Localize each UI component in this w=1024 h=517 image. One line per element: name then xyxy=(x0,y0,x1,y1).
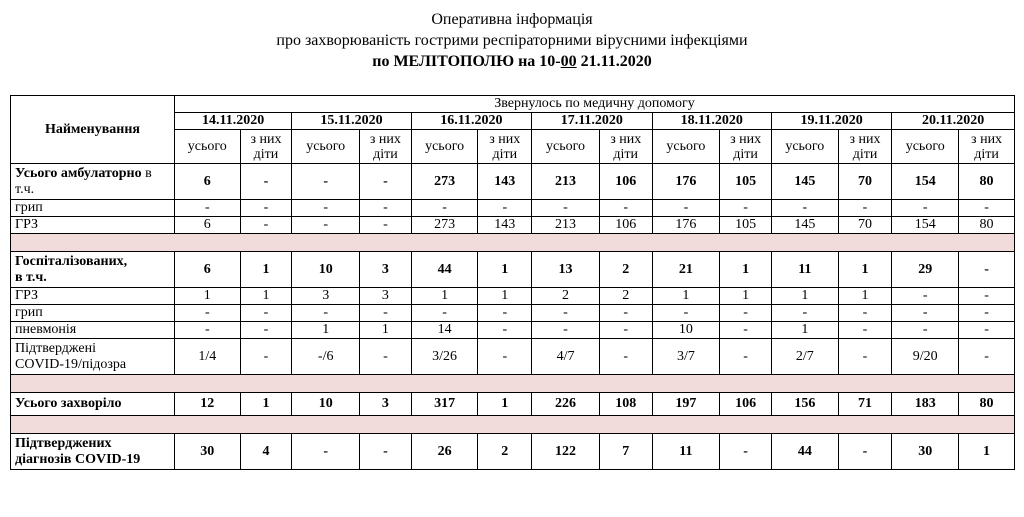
cell-total: - xyxy=(174,200,240,217)
cell-total: - xyxy=(411,200,478,217)
cell-children: 1 xyxy=(240,252,292,288)
cell-total: 6 xyxy=(174,164,240,200)
cell-children: - xyxy=(360,164,412,200)
cell-total: 226 xyxy=(532,393,600,416)
cell-children: 4 xyxy=(240,434,292,470)
row-label: Підтверджені COVID-19/підозра xyxy=(11,339,175,375)
cell-children: 1 xyxy=(240,288,292,305)
cell-children: 70 xyxy=(838,217,892,234)
row-label: Госпіталізованих, в т.ч. xyxy=(11,252,175,288)
cell-total: 145 xyxy=(771,164,838,200)
date-header: 18.11.2020 xyxy=(652,113,771,130)
cell-total: 44 xyxy=(411,252,478,288)
cell-children: - xyxy=(959,322,1015,339)
cell-total: - xyxy=(174,305,240,322)
sub-header-total: усього xyxy=(892,130,959,164)
title-line-3-hour: 00 xyxy=(560,53,577,70)
table-row-ari xyxy=(11,217,1015,234)
table-row-flu xyxy=(11,200,1015,217)
cell-children: - xyxy=(360,339,412,375)
sub-header-total: усього xyxy=(771,130,838,164)
cell-children: - xyxy=(838,434,892,470)
cell-children: 105 xyxy=(720,164,772,200)
cell-children: 2 xyxy=(599,252,652,288)
cell-children: - xyxy=(360,305,412,322)
cell-total: 3/7 xyxy=(652,339,720,375)
cell-total: - xyxy=(532,322,600,339)
cell-children: - xyxy=(959,252,1015,288)
cell-children: - xyxy=(240,322,292,339)
cell-children: 1 xyxy=(720,288,772,305)
cell-total: 2 xyxy=(532,288,600,305)
cell-children: - xyxy=(599,339,652,375)
cell-total: - xyxy=(771,200,838,217)
header-row-group xyxy=(11,96,1015,113)
cell-total: - xyxy=(292,200,360,217)
row-label: Усього амбулаторно в т.ч. xyxy=(11,164,175,200)
row-label: Усього захворіло xyxy=(11,393,175,416)
cell-children: 1 xyxy=(959,434,1015,470)
cell-total: 154 xyxy=(892,217,959,234)
cell-children: 106 xyxy=(599,164,652,200)
cell-total: - xyxy=(532,305,600,322)
cell-children: - xyxy=(599,305,652,322)
cell-children: 80 xyxy=(959,164,1015,200)
cell-total: 176 xyxy=(652,164,720,200)
cell-total: 1 xyxy=(174,288,240,305)
cell-total: 10 xyxy=(292,252,360,288)
date-header: 19.11.2020 xyxy=(771,113,891,130)
cell-total: 11 xyxy=(771,252,838,288)
cell-total: - xyxy=(174,322,240,339)
cell-children: 2 xyxy=(478,434,532,470)
cell-children: - xyxy=(478,339,532,375)
cell-children: - xyxy=(838,322,892,339)
cell-total: 13 xyxy=(532,252,600,288)
cell-total: - xyxy=(892,200,959,217)
cell-total: 11 xyxy=(652,434,720,470)
sub-header-total: усього xyxy=(174,130,240,164)
cell-total: 26 xyxy=(411,434,478,470)
cell-total: 10 xyxy=(652,322,720,339)
row-label: Підтверджених діагнозів COVID-19 xyxy=(11,434,175,470)
table-row-outpatient-total xyxy=(11,164,1015,200)
cell-total: 14 xyxy=(411,322,478,339)
table-row-hosp-ari xyxy=(11,288,1015,305)
report-title xyxy=(0,9,1024,72)
cell-children: - xyxy=(360,200,412,217)
cell-total: 183 xyxy=(892,393,959,416)
cell-children: 1 xyxy=(240,393,292,416)
cell-total: - xyxy=(771,305,838,322)
cell-children: 80 xyxy=(959,217,1015,234)
sub-header-children: з них діти xyxy=(838,130,892,164)
cell-total: 9/20 xyxy=(892,339,959,375)
cell-children: - xyxy=(240,339,292,375)
cell-total: -/6 xyxy=(292,339,360,375)
cell-children: - xyxy=(838,339,892,375)
cell-children: 3 xyxy=(360,393,412,416)
cell-total: 4/7 xyxy=(532,339,600,375)
cell-total: 6 xyxy=(174,217,240,234)
title-line-1: Оперативна інформація xyxy=(431,11,593,28)
row-label: грип xyxy=(11,305,175,322)
morbidity-table xyxy=(10,95,1015,470)
cell-total: - xyxy=(292,305,360,322)
cell-total: 2/7 xyxy=(771,339,838,375)
row-label: грип xyxy=(11,200,175,217)
cell-total: 10 xyxy=(292,393,360,416)
cell-total: 44 xyxy=(771,434,838,470)
sub-header-total: усього xyxy=(411,130,478,164)
date-header: 20.11.2020 xyxy=(892,113,1015,130)
cell-children: - xyxy=(240,305,292,322)
cell-total: 1 xyxy=(652,288,720,305)
cell-children: 143 xyxy=(478,164,532,200)
table-row-hosp-pneumonia xyxy=(11,322,1015,339)
cell-children: 1 xyxy=(478,252,532,288)
cell-total: 12 xyxy=(174,393,240,416)
cell-total: - xyxy=(292,434,360,470)
sub-header-children: з них діти xyxy=(240,130,292,164)
cell-children: - xyxy=(720,322,772,339)
column-header-group: Звернулось по медичну допомогу xyxy=(174,96,1014,113)
sub-header-total: усього xyxy=(292,130,360,164)
date-header: 16.11.2020 xyxy=(411,113,531,130)
cell-children: - xyxy=(360,434,412,470)
cell-children: - xyxy=(599,200,652,217)
row-label: ГРЗ xyxy=(11,217,175,234)
cell-children: 3 xyxy=(360,288,412,305)
cell-total: 30 xyxy=(174,434,240,470)
separator-cell xyxy=(11,234,1015,252)
cell-children: 80 xyxy=(959,393,1015,416)
cell-total: 213 xyxy=(532,164,600,200)
cell-total: 154 xyxy=(892,164,959,200)
separator-cell xyxy=(11,416,1015,434)
cell-total: 1 xyxy=(771,288,838,305)
cell-children: - xyxy=(720,200,772,217)
cell-total: - xyxy=(652,305,720,322)
cell-children: - xyxy=(360,217,412,234)
cell-children: - xyxy=(720,305,772,322)
cell-children: - xyxy=(959,339,1015,375)
cell-total: 1 xyxy=(292,322,360,339)
cell-total: 273 xyxy=(411,164,478,200)
cell-total: - xyxy=(532,200,600,217)
cell-children: 1 xyxy=(838,288,892,305)
cell-children: 71 xyxy=(838,393,892,416)
cell-children: - xyxy=(478,200,532,217)
cell-total: - xyxy=(411,305,478,322)
cell-children: 1 xyxy=(838,252,892,288)
table-row-confirmed-covid xyxy=(11,434,1015,470)
cell-children: - xyxy=(959,288,1015,305)
date-header: 15.11.2020 xyxy=(292,113,411,130)
sub-header-total: усього xyxy=(532,130,600,164)
cell-children: - xyxy=(240,217,292,234)
column-header-name: Найменування xyxy=(11,96,175,164)
cell-children: 108 xyxy=(599,393,652,416)
cell-total: 197 xyxy=(652,393,720,416)
sub-header-total: усього xyxy=(652,130,720,164)
cell-total: 273 xyxy=(411,217,478,234)
cell-total: 1 xyxy=(771,322,838,339)
cell-children: 2 xyxy=(599,288,652,305)
row-label: пневмонія xyxy=(11,322,175,339)
title-line-3-date: 21.11.2020 xyxy=(576,53,652,70)
title-line-3 xyxy=(0,51,1024,72)
cell-children: - xyxy=(720,339,772,375)
cell-total: 1 xyxy=(411,288,478,305)
cell-children: - xyxy=(478,305,532,322)
cell-total: 29 xyxy=(892,252,959,288)
cell-children: 105 xyxy=(720,217,772,234)
cell-children: - xyxy=(959,200,1015,217)
cell-children: - xyxy=(838,305,892,322)
separator-row xyxy=(11,416,1015,434)
cell-children: 70 xyxy=(838,164,892,200)
cell-total: 21 xyxy=(652,252,720,288)
cell-children: 1 xyxy=(478,288,532,305)
cell-children: 1 xyxy=(360,322,412,339)
cell-children: - xyxy=(478,322,532,339)
cell-total: 122 xyxy=(532,434,600,470)
cell-children: - xyxy=(959,305,1015,322)
cell-total: 145 xyxy=(771,217,838,234)
cell-total: 176 xyxy=(652,217,720,234)
separator-row xyxy=(11,375,1015,393)
cell-children: 1 xyxy=(720,252,772,288)
cell-total: 156 xyxy=(771,393,838,416)
sub-header-children: з них діти xyxy=(720,130,772,164)
cell-children: 106 xyxy=(599,217,652,234)
row-label: ГРЗ xyxy=(11,288,175,305)
sub-header-children: з них діти xyxy=(478,130,532,164)
table-row-hosp-flu xyxy=(11,305,1015,322)
cell-total: - xyxy=(892,288,959,305)
cell-children: 7 xyxy=(599,434,652,470)
cell-total: - xyxy=(292,217,360,234)
cell-total: - xyxy=(292,164,360,200)
date-header: 17.11.2020 xyxy=(532,113,652,130)
cell-total: - xyxy=(652,200,720,217)
cell-total: - xyxy=(892,305,959,322)
table-row-hospitalized-total xyxy=(11,252,1015,288)
sub-header-children: з них діти xyxy=(360,130,412,164)
table-row-total-sick xyxy=(11,393,1015,416)
cell-total: 1/4 xyxy=(174,339,240,375)
sub-header-children: з них діти xyxy=(599,130,652,164)
cell-children: - xyxy=(240,164,292,200)
title-line-3-prefix: по МЕЛІТОПОЛЮ на 10- xyxy=(372,53,561,70)
cell-children: 3 xyxy=(360,252,412,288)
cell-total: 30 xyxy=(892,434,959,470)
date-header: 14.11.2020 xyxy=(174,113,291,130)
cell-total: 3/26 xyxy=(411,339,478,375)
cell-total: 6 xyxy=(174,252,240,288)
cell-children: 106 xyxy=(720,393,772,416)
cell-children: 1 xyxy=(478,393,532,416)
cell-children: - xyxy=(240,200,292,217)
cell-total: 3 xyxy=(292,288,360,305)
sub-header-children: з них діти xyxy=(959,130,1015,164)
cell-children: - xyxy=(599,322,652,339)
cell-total: 317 xyxy=(411,393,478,416)
cell-children: - xyxy=(720,434,772,470)
cell-total: 213 xyxy=(532,217,600,234)
cell-children: 143 xyxy=(478,217,532,234)
cell-children: - xyxy=(838,200,892,217)
cell-total: - xyxy=(892,322,959,339)
title-line-2: про захворюваність гострими респіраторними вірусними інфекціями xyxy=(276,32,748,49)
table-row-hosp-covid xyxy=(11,339,1015,375)
separator-cell xyxy=(11,375,1015,393)
separator-row xyxy=(11,234,1015,252)
